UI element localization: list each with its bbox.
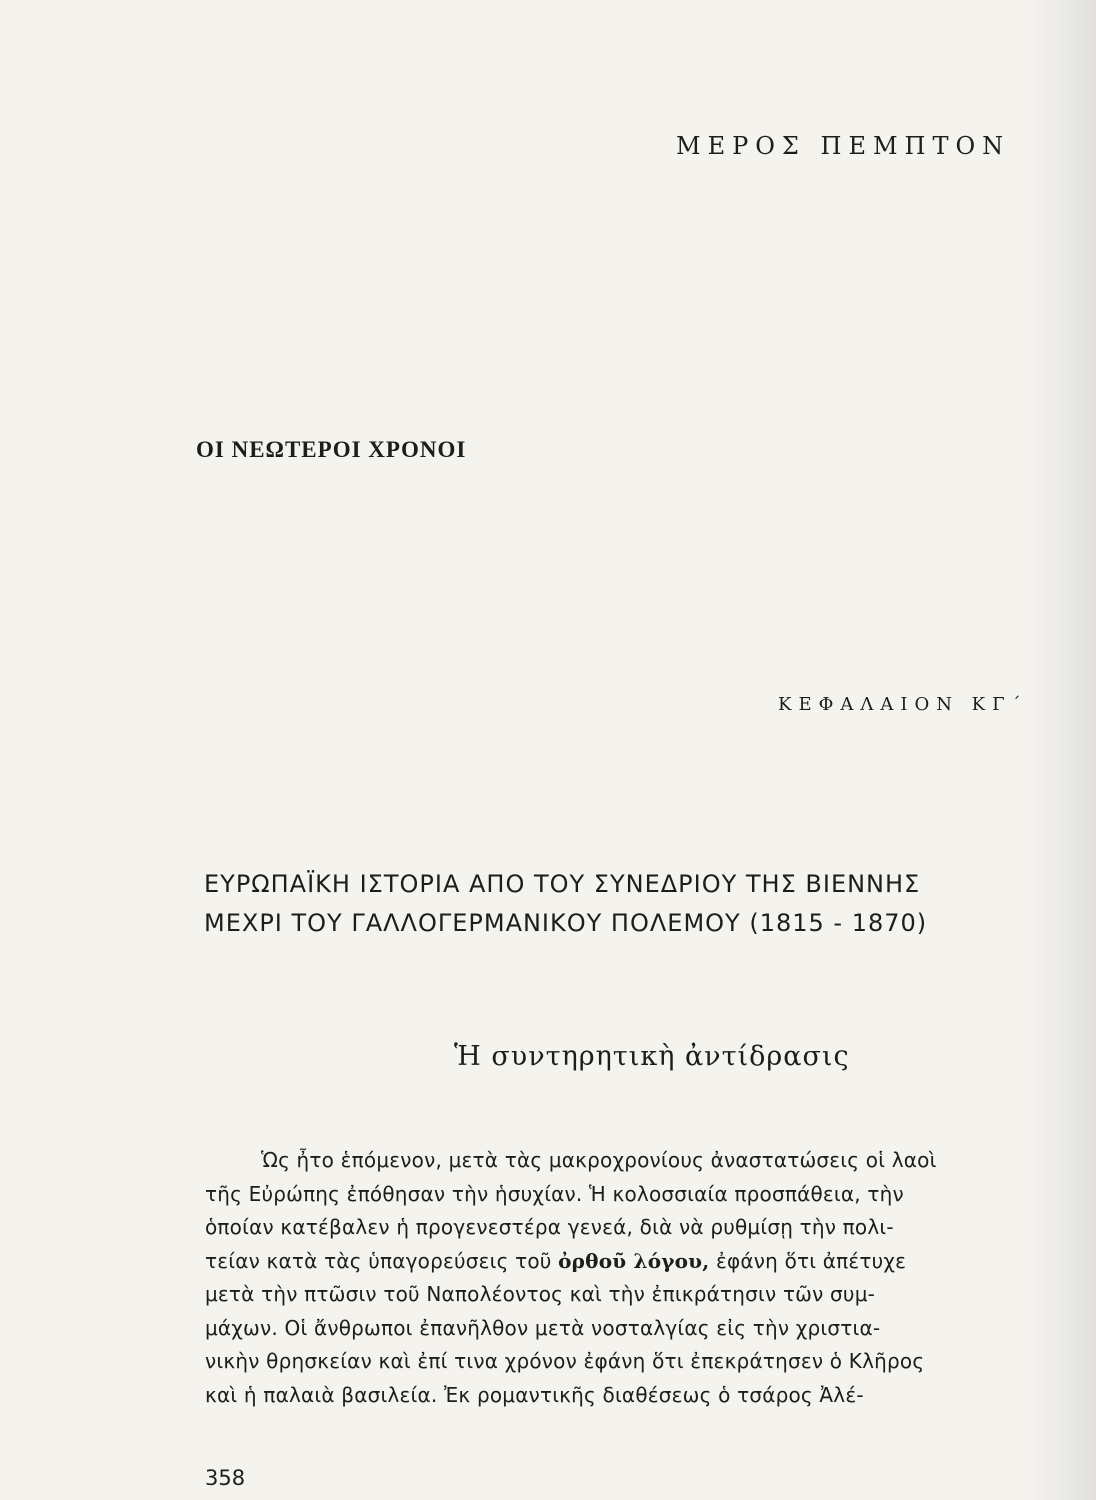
part-title: ΜΕΡΟΣ ΠΕΜΠΤΟΝ [676, 132, 1011, 160]
body-line: Ὡς ἦτο ἑπόμενον, μετὰ τὰς μακροχρονίους ἀναστατώσεις οἱ λαοὶ [261, 1148, 937, 1172]
body-line: ὁποίαν κατέβαλεν ἡ προγενεστέρα γενεά, διὰ νὰ ρυθμίσῃ τὴν πολι- [205, 1215, 894, 1239]
body-text-segment: ἐφάνη ὅτι ἀπέτυχε [709, 1248, 907, 1273]
body-line: νικὴν θρησκείαν καὶ ἐπί τινα χρόνον ἐφάνη ὅτι ἐπεκράτησεν ὁ Κλῆρος [205, 1349, 925, 1373]
body-line: μετὰ τὴν πτῶσιν τοῦ Ναπολέοντος καὶ τὴν ἐπικράτησιν τῶν συμ- [205, 1282, 876, 1306]
chapter-title-line-1: ΕΥΡΩΠΑΪΚΗ ΙΣΤΟΡΙΑ ΑΠΟ ΤΟΥ ΣΥΝΕΔΡΙΟΥ ΤΗΣ ΒΙΕΝΝΗΣ [204, 870, 921, 898]
chapter-label: ΚΕΦΑΛΑΙΟΝ ΚΓ΄ [778, 694, 1028, 715]
section-subtitle: Ἡ συντηρητικὴ ἀντίδρασις [454, 1041, 850, 1072]
body-line: μάχων. Οἱ ἄνθρωποι ἐπανῆλθον μετὰ νοσταλγίας εἰς τὴν χριστια- [205, 1315, 881, 1340]
body-text-segment: τείαν κατὰ τὰς ὑπαγορεύσεις τοῦ [205, 1248, 559, 1273]
page-number: 358 [205, 1466, 246, 1490]
body-line: τῆς Εὐρώπης ἐπόθησαν τὴν ἡσυχίαν. Ἡ κολοσσιαία προσπάθεια, τὴν [205, 1181, 904, 1206]
body-line [205, 1245, 1045, 1279]
emphasized-phrase: ὀρθοῦ λόγου, [558, 1248, 710, 1273]
section-title: ΟΙ ΝΕΩΤΕΡΟΙ ΧΡΟΝΟΙ [196, 437, 467, 462]
chapter-title-line-2: ΜΕΧΡΙ ΤΟΥ ΓΑΛΛΟΓΕΡΜΑΝΙΚΟΥ ΠΟΛΕΜΟΥ (1815 - 1870) [204, 909, 928, 937]
body-line: καὶ ἡ παλαιὰ βασιλεία. Ἐκ ρομαντικῆς διαθέσεως ὁ τσάρος Ἀλέ- [205, 1382, 864, 1407]
body-paragraph [205, 1144, 1045, 1412]
